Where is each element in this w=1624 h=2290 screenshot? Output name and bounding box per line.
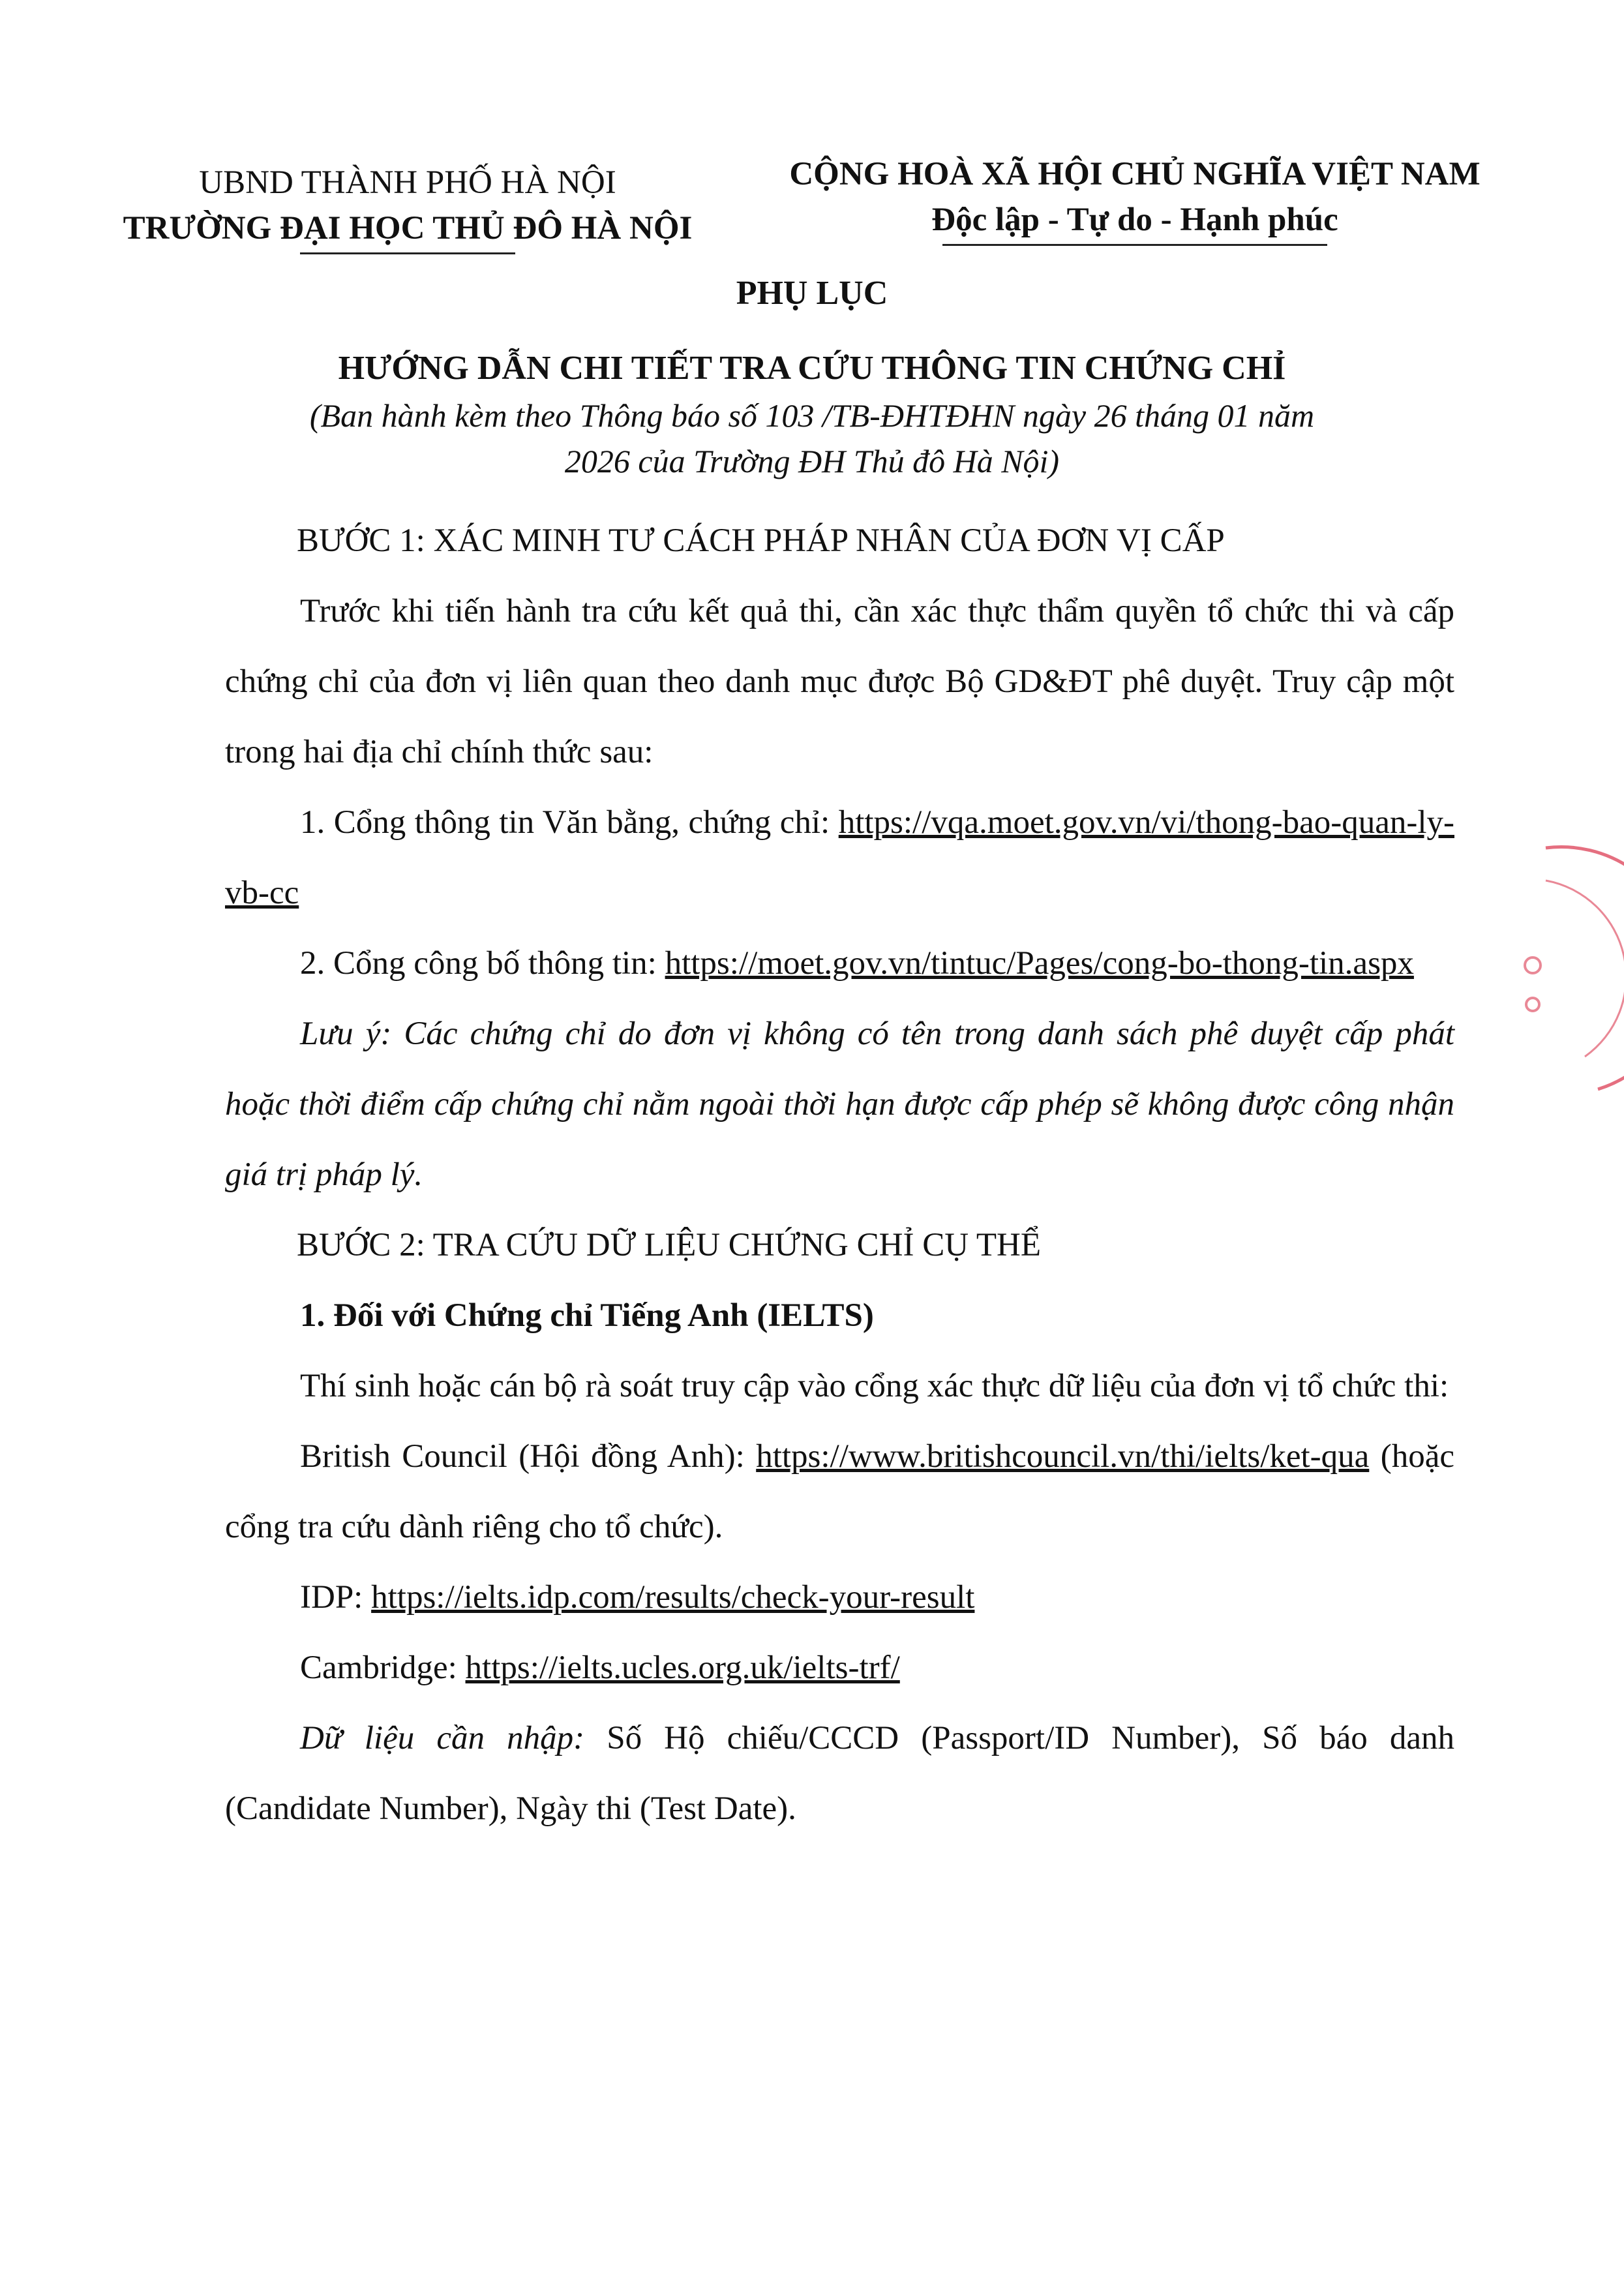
british-council-link[interactable]: https://www.britishcouncil.vn/thi/ielts/ket-qua: [756, 1438, 1370, 1475]
step1-note: Lưu ý: Các chứng chỉ do đơn vị không có tên trong danh sách phê duyệt cấp phát hoặc thời điểm cấp chứng chỉ nằm ngoài thời hạn được cấp phép sẽ không được công nhận giá trị pháp lý.: [225, 1016, 1454, 1193]
ielts-heading: 1. Đối với Chứng chỉ Tiếng Anh (IELTS): [300, 1297, 874, 1334]
national-motto-block: [744, 151, 1526, 246]
document-title: HƯỚNG DẪN CHI TIẾT TRA CỨU THÔNG TIN CHỨNG CHỈ: [338, 350, 1286, 387]
required-data-text: Số Hộ chiếu/CCCD (Passport/ID Number), Số báo danh (Candidate Number), Ngày thi (Test Date).: [225, 1720, 1454, 1827]
cambridge-link[interactable]: https://ielts.ucles.org.uk/ielts-trf/: [465, 1650, 900, 1686]
national-motto: Độc lập - Tự do - Hạnh phúc: [931, 202, 1338, 238]
idp-line: [225, 1562, 1454, 1633]
step1-item-1: [225, 787, 1454, 928]
document-subtitle: [261, 393, 1363, 484]
step2-intro: Thí sinh hoặc cán bộ rà soát truy cập vào cổng xác thực dữ liệu của đơn vị tổ chức thi:: [300, 1368, 1449, 1404]
cambridge-line: [225, 1633, 1454, 1703]
british-council-line: [225, 1421, 1454, 1562]
issuer-underline: [300, 252, 515, 254]
vqa-link[interactable]: https://vqa.moet.gov.vn/vi/thong-bao-quan-ly-vb-cc: [225, 804, 1454, 911]
idp-link[interactable]: https://ielts.idp.com/results/check-your-result: [371, 1579, 975, 1616]
issuer-block: [98, 160, 717, 254]
step1-item-2: [225, 928, 1454, 999]
step1-heading: BƯỚC 1: XÁC MINH TƯ CÁCH PHÁP NHÂN CỦA ĐƠN VỊ CẤP: [297, 522, 1225, 559]
national-title: CỘNG HOÀ XÃ HỘI CHỦ NGHĨA VIỆT NAM: [789, 156, 1481, 192]
required-data-label: Dữ liệu cần nhập:: [300, 1720, 585, 1756]
idp-label: IDP:: [300, 1579, 372, 1616]
item1-label: 1. Cổng thông tin Văn bằng, chứng chỉ:: [300, 804, 839, 841]
step2-heading: BƯỚC 2: TRA CỨU DỮ LIỆU CHỨNG CHỈ CỤ THỂ: [297, 1227, 1042, 1263]
red-seal-stamp-icon: [1520, 841, 1624, 1102]
bc-label: British Council (Hội đồng Anh):: [300, 1438, 757, 1475]
step1-intro: Trước khi tiến hành tra cứu kết quả thi, cần xác thực thẩm quyền tổ chức thi và cấp chứng chỉ của đơn vị liên quan theo danh mục được Bộ GD&ĐT phê duyệt. Truy cập một trong hai địa chỉ chính thức sau:: [225, 593, 1454, 770]
appendix-title: PHỤ LỤC: [736, 275, 888, 312]
cambridge-label: Cambridge:: [300, 1650, 466, 1686]
subtitle-line-1: (Ban hành kèm theo Thông báo số 103 /TB-ĐHTĐHN ngày 26 tháng 01 năm: [309, 397, 1315, 434]
document-body: [225, 505, 1454, 1844]
bc-suffix: (hoặc cổng tra cứu dành riêng cho tổ chức).: [225, 1438, 1454, 1545]
item2-label: 2. Cổng công bố thông tin:: [300, 945, 665, 982]
issuer-authority: UBND THÀNH PHỐ HÀ NỘI: [199, 164, 616, 201]
motto-underline: [942, 244, 1327, 246]
issuer-school: TRƯỜNG ĐẠI HỌC THỦ ĐÔ HÀ NỘI: [123, 210, 693, 247]
required-data-line: [225, 1703, 1454, 1844]
moet-link[interactable]: https://moet.gov.vn/tintuc/Pages/cong-bo-thong-tin.aspx: [665, 945, 1414, 982]
subtitle-line-2: 2026 của Trường ĐH Thủ đô Hà Nội): [564, 443, 1060, 479]
